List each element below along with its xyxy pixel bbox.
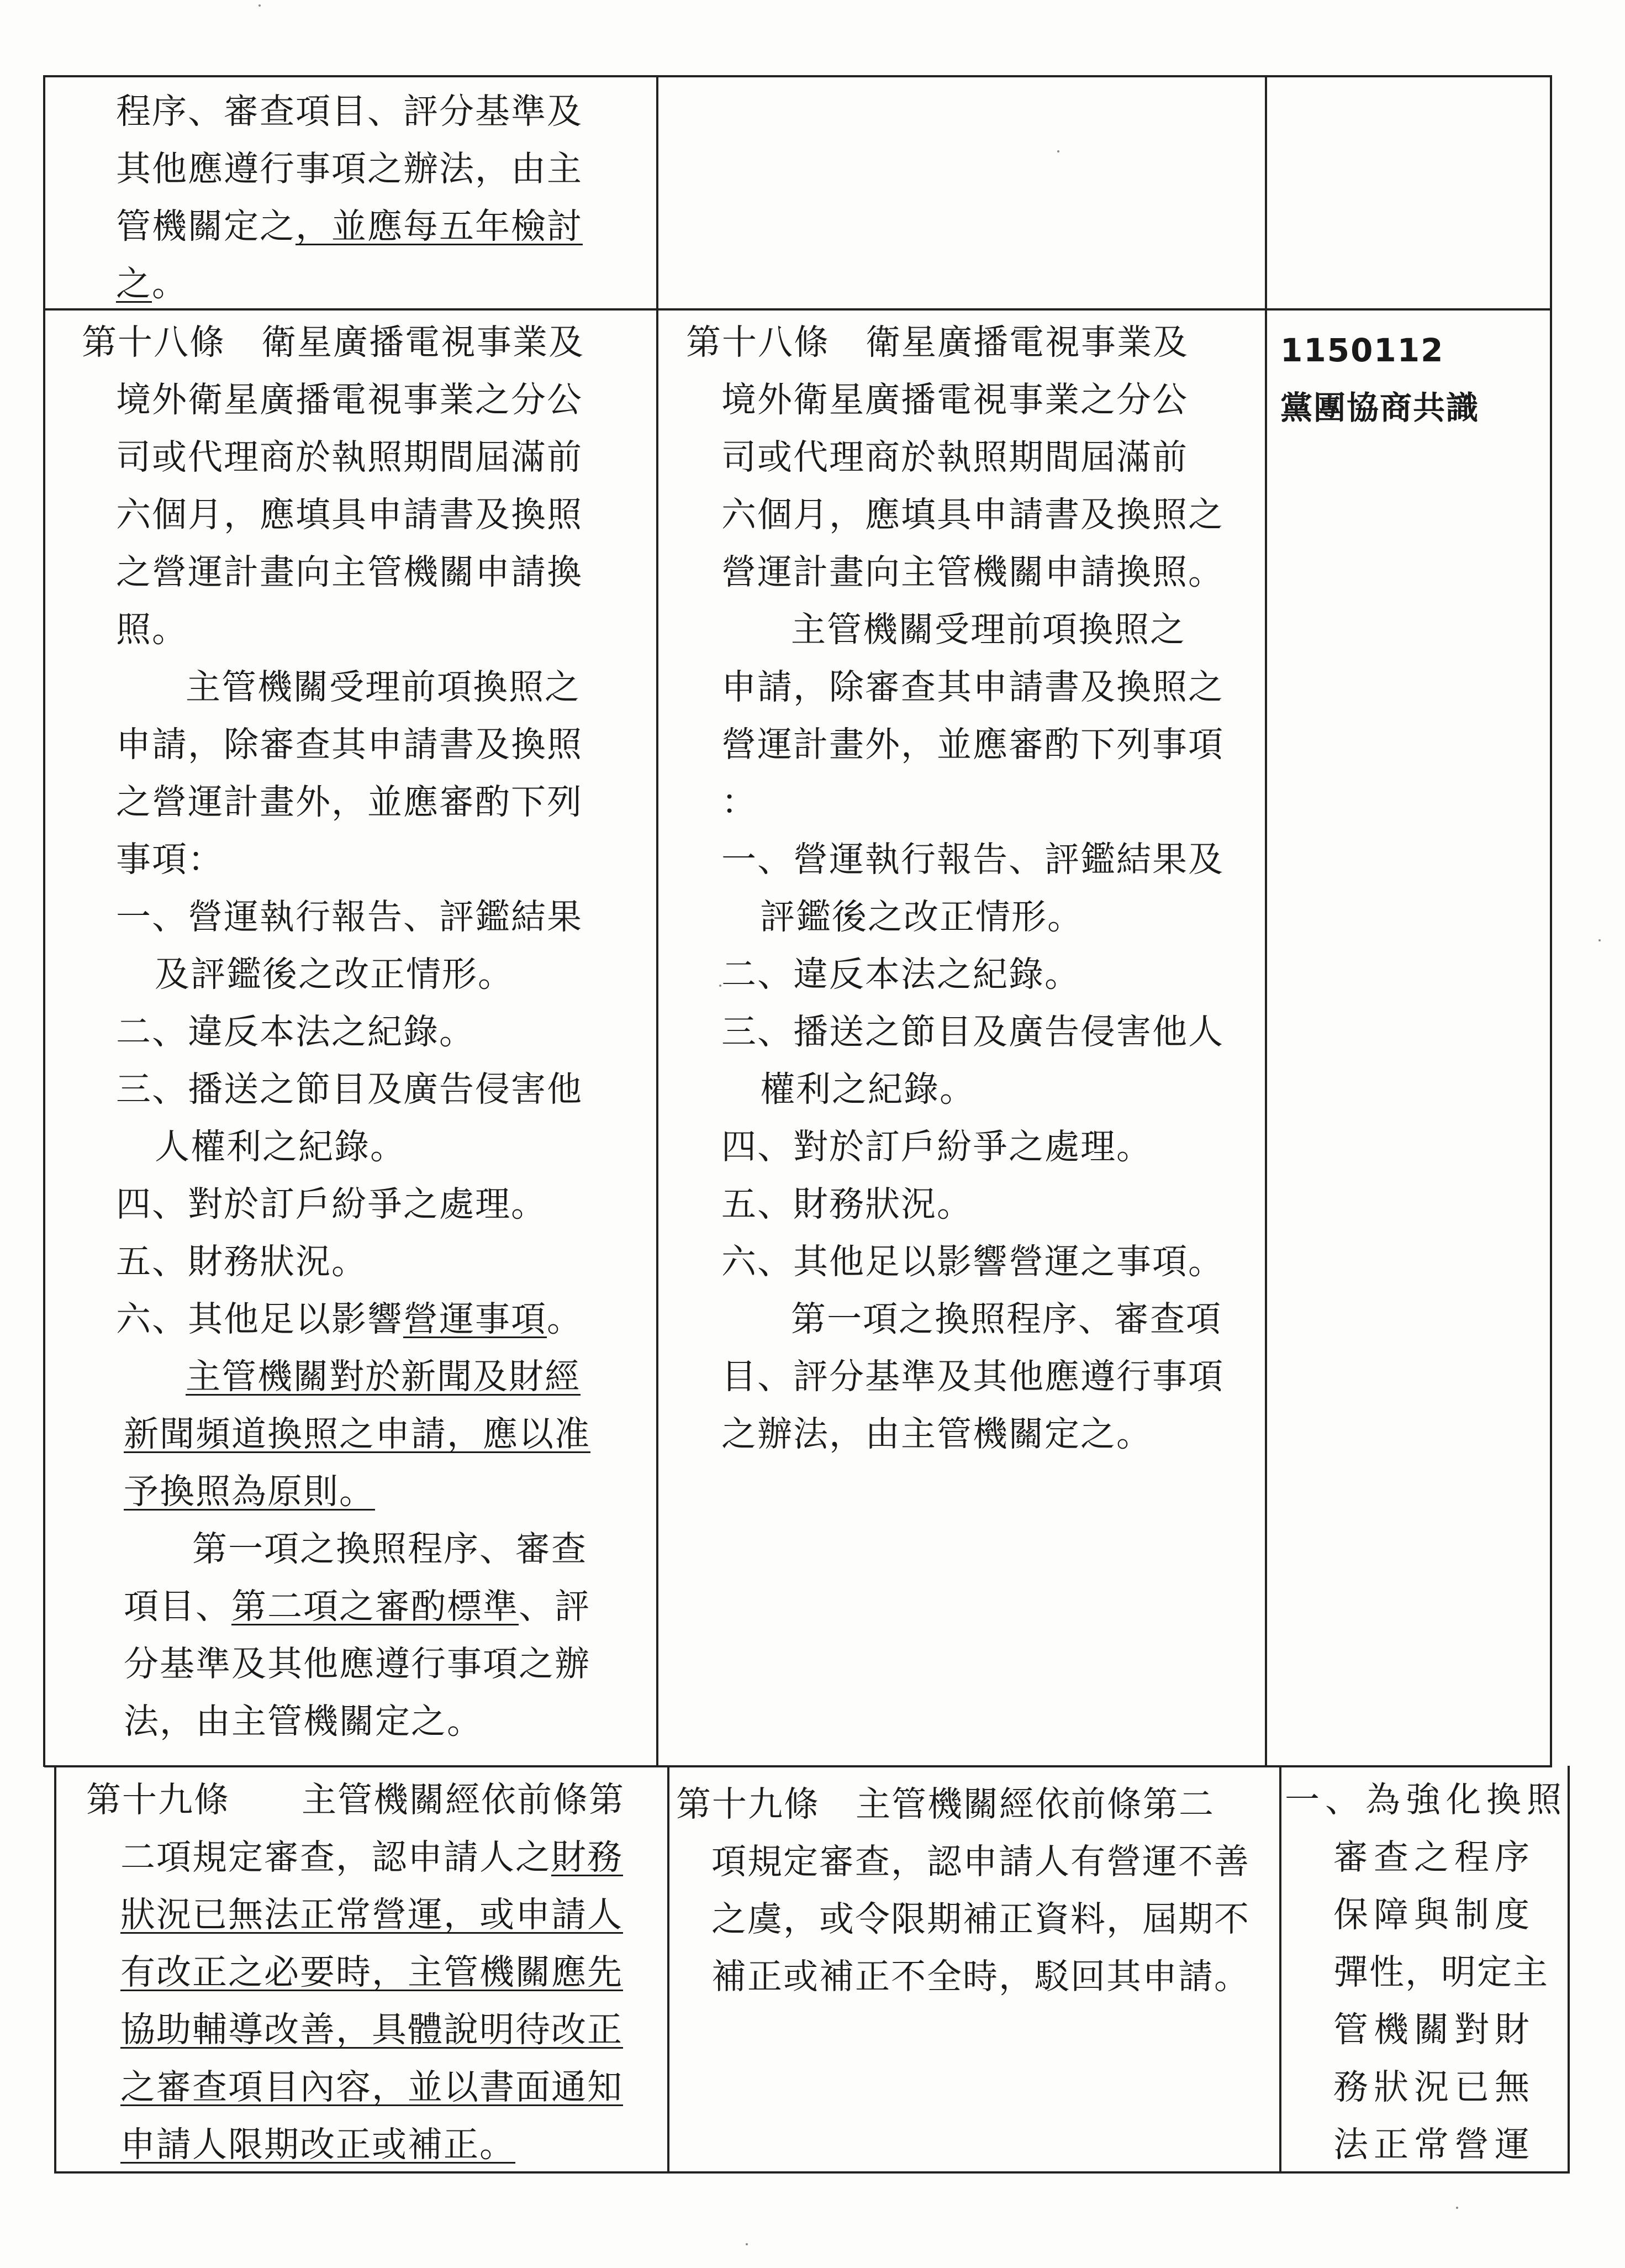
text-line: 六個月，應填具申請書及換照之	[721, 494, 1224, 535]
amended-text: 申請人限期改正或補正。	[120, 2124, 515, 2165]
list-item-continuation: 管機關對財	[1333, 2009, 1535, 2050]
text-line: 第一項之換照程序、審查	[192, 1529, 587, 1569]
text-line: 司或代理商於執照期間屆滿前	[721, 437, 1188, 477]
text-line: 補正或補正不全時，駁回其申請。	[711, 1956, 1250, 1997]
text-line	[86, 2059, 625, 2116]
text-line: ：	[721, 782, 757, 822]
list-item-continuation: 評鑑後之改正情形。	[760, 897, 1083, 937]
list-item: 二、違反本法之紀錄。	[116, 1012, 475, 1052]
article-heading: 第十八條 衛星廣播電視事業及	[82, 322, 584, 362]
list-item: 二、違反本法之紀錄。	[721, 954, 1080, 994]
text-line	[82, 1406, 590, 1463]
text-segment: 管機關定之	[116, 206, 296, 246]
text-line: 六個月，應填具申請書及換照	[116, 494, 583, 535]
list-item-continuation: 保障與制度	[1333, 1895, 1535, 1935]
text-segment: 、評	[519, 1586, 590, 1627]
row2-current-law-cell	[82, 314, 590, 1750]
scan-speck	[258, 4, 261, 7]
list-item-continuation: 權利之紀錄。	[760, 1069, 975, 1109]
list-item: 四、對於訂戶紛爭之處理。	[721, 1127, 1152, 1167]
text-line	[82, 1348, 590, 1406]
row1-current-law-cell	[116, 83, 583, 313]
row2-note-cell	[1280, 322, 1479, 436]
amended-text: 之審查項目內容，並以書面通知	[120, 2067, 623, 2107]
column-divider-2-lower	[1279, 1766, 1281, 2174]
list-item: 一、為強化換照	[1285, 1780, 1567, 1820]
text-line	[82, 1463, 590, 1520]
list-item-continuation: 審查之程序	[1333, 1837, 1535, 1877]
text-line	[86, 1829, 625, 1886]
list-item: 六、其他足以影響營運之事項。	[721, 1241, 1224, 1282]
list-item-continuation: 人權利之紀錄。	[155, 1127, 406, 1167]
text-segment: 項目、	[124, 1586, 231, 1627]
scan-speck	[1456, 2207, 1458, 2209]
text-line	[86, 2001, 625, 2059]
list-item: 五、財務狀況。	[721, 1184, 973, 1224]
amended-text: 新聞頻道換照之申請，應以准	[124, 1414, 590, 1454]
column-divider-1	[656, 75, 658, 1767]
text-line: 法，由主管機關定之。	[124, 1701, 483, 1741]
row3-current-law-cell	[86, 1771, 625, 2174]
table-right-border-lower	[1568, 1766, 1570, 2174]
list-item: 四、對於訂戶紛爭之處理。	[116, 1184, 547, 1224]
amended-text: 予換照為原則。	[124, 1471, 375, 1512]
text-line: 之辦法，由主管機關定之。	[721, 1414, 1152, 1454]
amended-text: ，並應每五年檢討	[296, 206, 583, 246]
amended-text: 之	[116, 264, 152, 304]
list-item: 一、營運執行報告、評鑑結果及	[721, 839, 1224, 880]
text-line: 分基準及其他應遵行事項之辦	[124, 1644, 590, 1684]
list-item-continuation: 及評鑑後之改正情形。	[155, 954, 514, 994]
scan-speck	[1057, 150, 1059, 152]
row3-proposed-cell	[676, 1776, 1250, 2006]
column-divider-2	[1265, 75, 1267, 1767]
text-line: 主管機關受理前項換照之	[186, 667, 581, 707]
amended-text: 有改正之必要時，主管機關應先	[120, 1952, 623, 1992]
column-divider-1-lower	[667, 1766, 669, 2174]
list-item-continuation: 法正常營運	[1333, 2124, 1535, 2165]
list-item: 三、播送之節目及廣告侵害他	[116, 1069, 583, 1109]
text-line: 第一項之換照程序、審查項	[791, 1299, 1222, 1339]
text-line: 事項：	[116, 839, 224, 880]
amended-text: 營運事項	[403, 1299, 547, 1339]
scan-speck	[719, 985, 721, 987]
scan-speck	[746, 2243, 748, 2245]
text-line: 申請，除審查其申請書及換照	[116, 724, 583, 765]
row2-proposed-cell	[686, 314, 1224, 1463]
text-line: 項規定審查，認申請人有營運不善	[711, 1841, 1250, 1882]
text-line: 目、評分基準及其他應遵行事項	[721, 1356, 1224, 1397]
text-segment: 六、其他足以影響	[116, 1299, 403, 1339]
text-line: 境外衛星廣播電視事業之分公	[721, 380, 1188, 420]
article-heading: 第十九條 主管機關經依前條第	[86, 1780, 625, 1820]
text-line: 主管機關受理前項換照之	[791, 609, 1186, 650]
date-code: 1150112	[1280, 331, 1444, 369]
text-line: 營運計畫外，並應審酌下列事項	[721, 724, 1224, 765]
list-item: 五、財務狀況。	[116, 1241, 367, 1282]
text-line: 營運計畫向主管機關申請換照。	[721, 552, 1224, 592]
amended-text: 協助輔導改善，具體說明待改正	[120, 2009, 623, 2050]
text-segment: 二項規定審查，認申請人之	[120, 1837, 551, 1877]
text-line: 申請，除審查其申請書及換照之	[721, 667, 1224, 707]
text-line: 黨團協商共識	[1280, 389, 1480, 427]
row3-note-cell	[1285, 1771, 1567, 2174]
text-line: 之營運計畫外，並應審酌下列	[116, 782, 583, 822]
text-line: 程序、審查項目、評分基準及	[116, 91, 583, 131]
text-line: 其他應遵行事項之辦法，由主	[116, 149, 583, 189]
text-line: 之營運計畫向主管機關申請換	[116, 552, 583, 592]
text-segment: 。	[152, 264, 188, 304]
amended-text: 狀況已無法正常營運，或申請人	[120, 1895, 623, 1935]
article-heading: 第十八條 衛星廣播電視事業及	[686, 322, 1189, 362]
article-heading: 第十九條 主管機關經依前條第二	[676, 1784, 1215, 1824]
text-line	[86, 1886, 625, 1944]
list-item-continuation: 務狀況已無	[1333, 2067, 1535, 2107]
table-left-border-lower	[54, 1766, 56, 2174]
text-line	[86, 1944, 625, 2001]
list-item	[82, 1291, 590, 1348]
text-line: 境外衛星廣播電視事業之分公	[116, 380, 583, 420]
row-divider-2	[44, 1765, 1552, 1767]
amended-text: 主管機關對於新聞及財經	[186, 1356, 581, 1397]
table-top-border	[43, 75, 1551, 77]
text-line: 司或代理商於執照期間屆滿前	[116, 437, 583, 477]
scan-speck	[1598, 939, 1601, 941]
amended-text: 第二項之審酌標準	[231, 1586, 519, 1627]
list-item: 三、播送之節目及廣告侵害他人	[721, 1012, 1224, 1052]
list-item: 一、營運執行報告、評鑑結果	[116, 897, 583, 937]
text-line: 之虞，或令限期補正資料，屆期不	[711, 1899, 1250, 1939]
text-line	[82, 1578, 590, 1635]
list-item-continuation: 彈性，明定主	[1333, 1952, 1549, 1992]
table-right-border	[1550, 75, 1552, 1767]
amended-text: 財務	[551, 1837, 623, 1877]
text-segment: 。	[547, 1299, 583, 1339]
text-line	[116, 255, 583, 313]
text-line	[86, 2116, 625, 2174]
table-left-border	[43, 75, 45, 1767]
text-line: 照。	[116, 609, 188, 650]
text-line	[116, 198, 583, 255]
